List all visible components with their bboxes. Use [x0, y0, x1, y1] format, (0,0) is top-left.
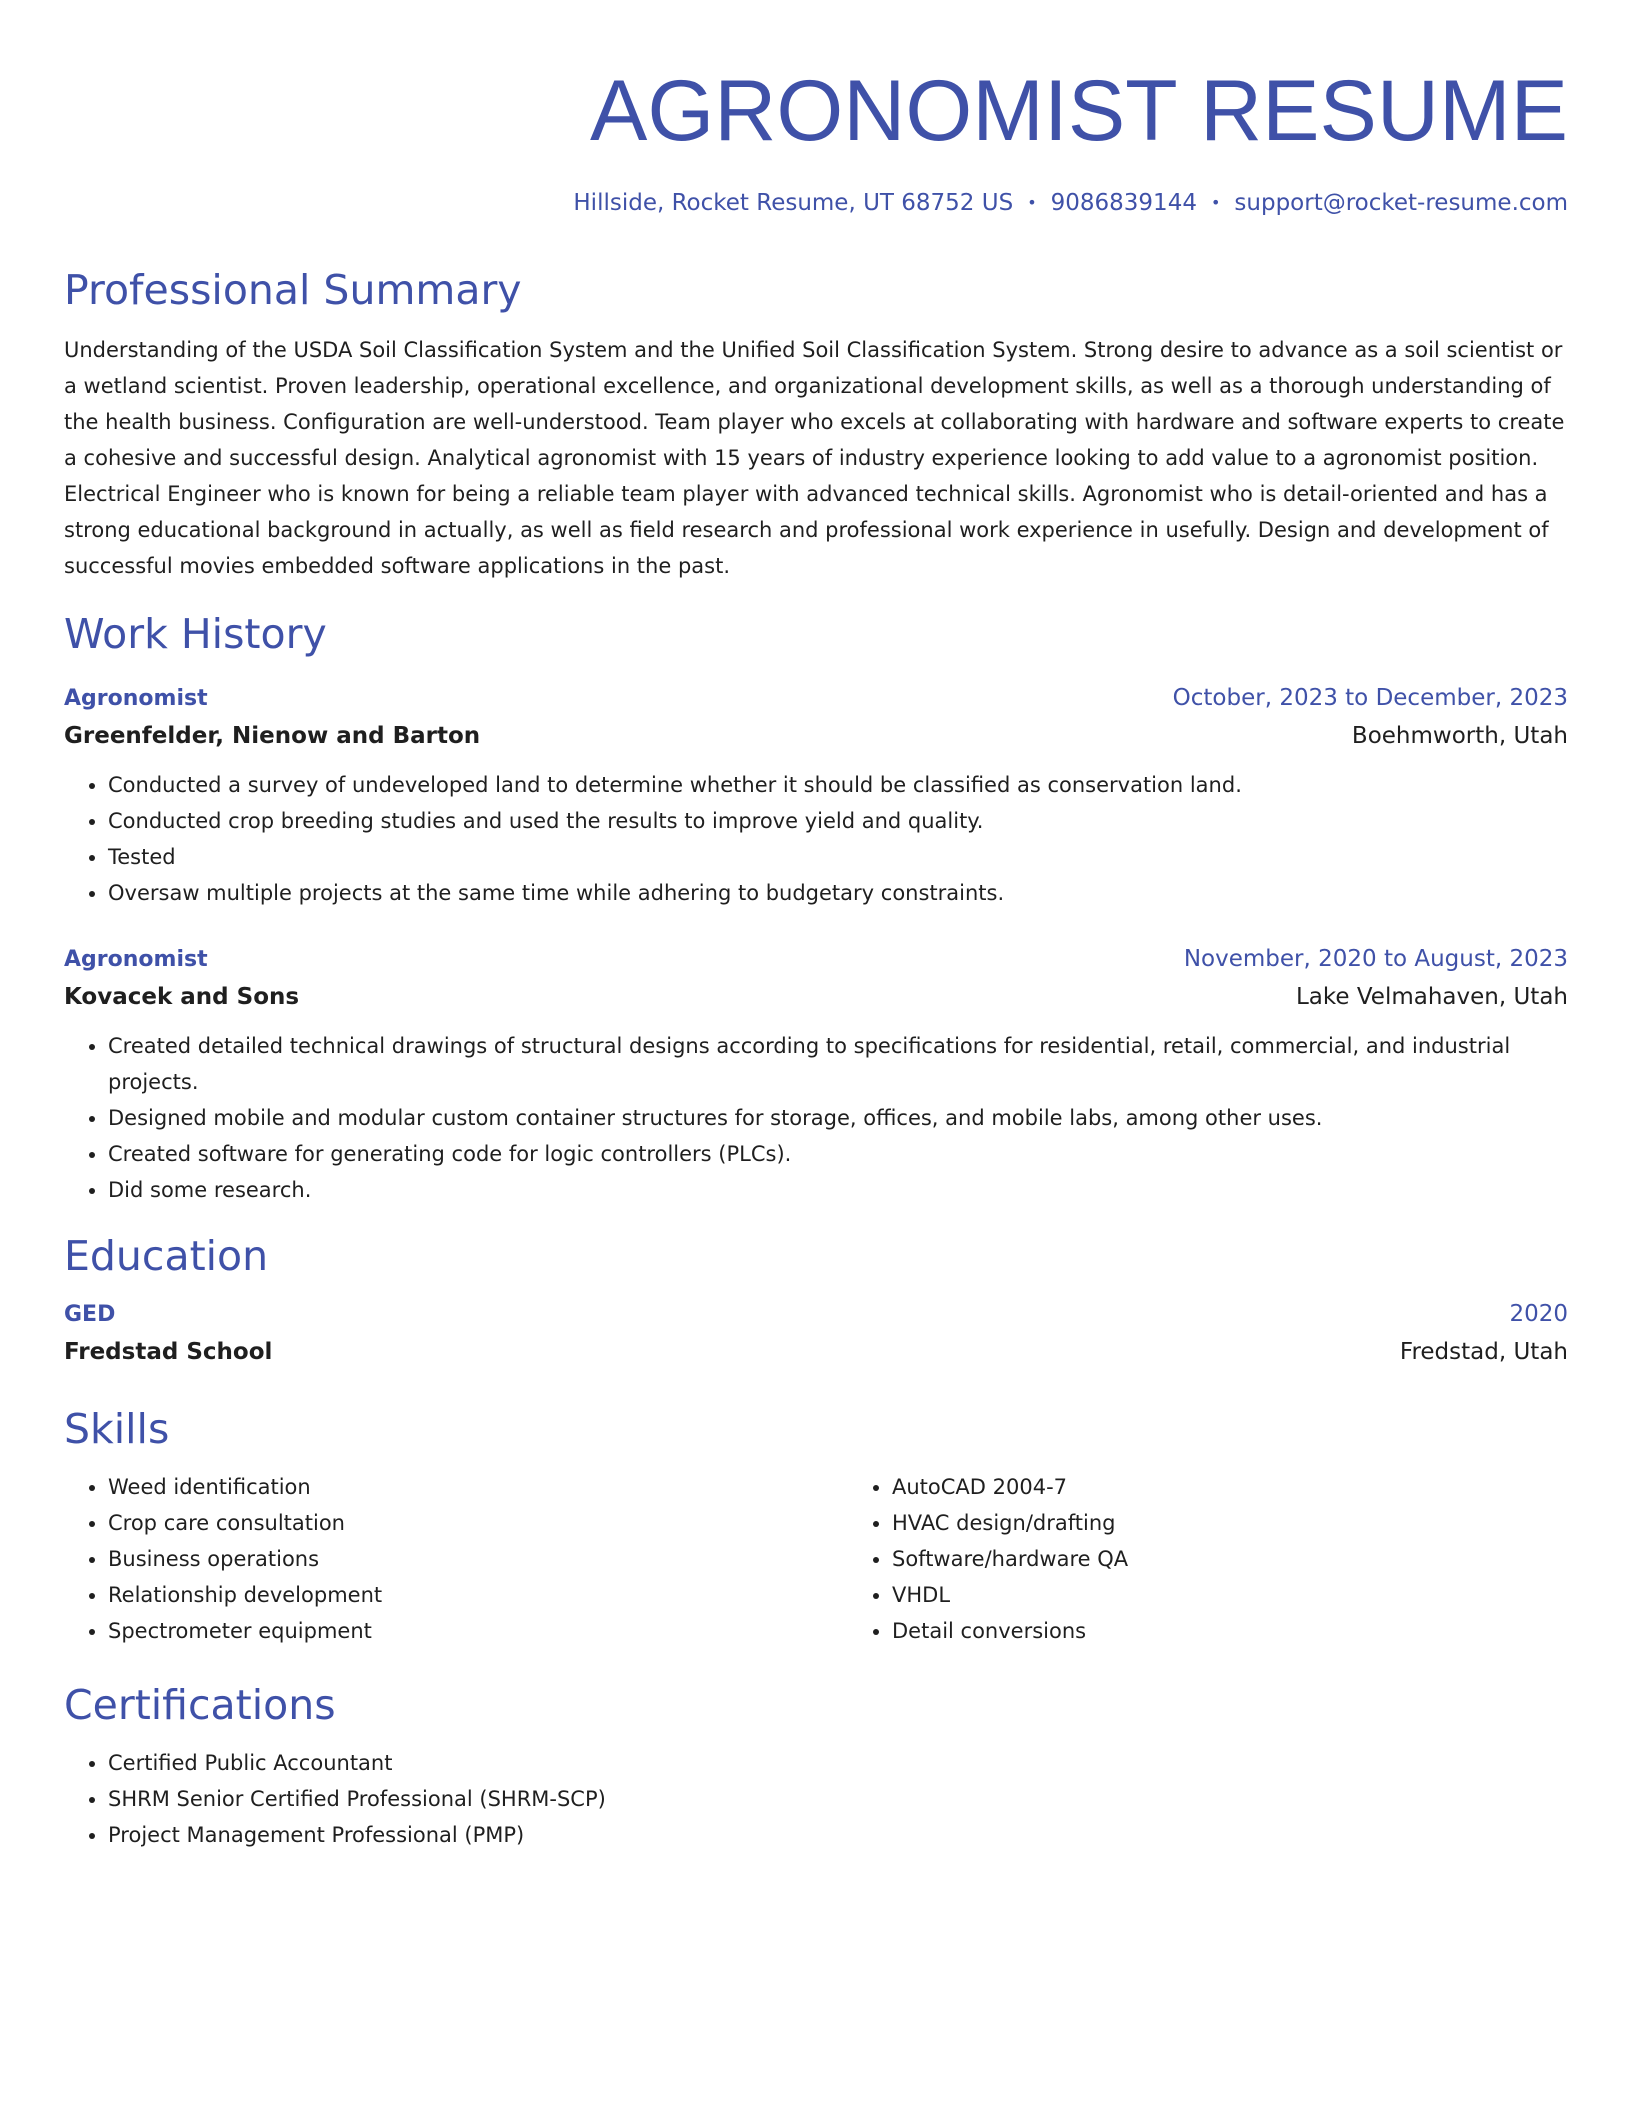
job-company-row — [64, 978, 1568, 1016]
certification-item: • Project Management Professional (PMP) — [108, 1817, 1568, 1853]
skills-list-left — [64, 1469, 848, 1649]
skill-item: • Relationship development — [108, 1577, 848, 1613]
skill-item: • HVAC design/drafting — [892, 1505, 1128, 1541]
section-heading-summary: Professional Summary — [64, 266, 522, 314]
education-school: Fredstad School — [64, 1339, 273, 1365]
certifications-section — [64, 1677, 1568, 1853]
skill-item: • Spectrometer equipment — [108, 1613, 848, 1649]
job-entry — [64, 941, 1568, 1208]
section-heading-work-history: Work History — [64, 610, 327, 658]
section-heading-certifications: Certifications — [64, 1681, 336, 1729]
contact-line — [64, 186, 1568, 220]
skills-section — [64, 1401, 1568, 1649]
education-year: 2020 — [1509, 1301, 1568, 1327]
job-dates: November, 2020 to August, 2023 — [1183, 946, 1568, 972]
education-degree: GED — [64, 1302, 116, 1327]
contact-email[interactable]: support@rocket-resume.com — [1234, 190, 1568, 216]
summary-section — [64, 262, 1568, 584]
section-heading-skills: Skills — [64, 1405, 170, 1453]
education-location: Fredstad, Utah — [1399, 1339, 1568, 1365]
resume-title: AGRONOMIST RESUME — [590, 63, 1568, 159]
job-title: Agronomist — [64, 947, 208, 972]
education-section — [64, 1228, 1568, 1371]
contact-address: Hillside, Rocket Resume, UT 68752 US — [573, 190, 1014, 216]
contact-separator: • — [1027, 193, 1037, 212]
certification-item: • Certified Public Accountant — [108, 1745, 1568, 1781]
job-entry — [64, 680, 1568, 911]
job-bullets — [64, 1028, 1568, 1208]
skill-item: • Business operations — [108, 1541, 848, 1577]
job-bullet: • Oversaw multiple projects at the same time while adhering to budgetary constraints. — [108, 875, 1568, 911]
skill-item: • AutoCAD 2004-7 — [892, 1469, 1128, 1505]
education-degree-row — [64, 1296, 1568, 1333]
job-location: Boehmworth, Utah — [1351, 723, 1568, 749]
job-bullet: • Conducted crop breeding studies and used the results to improve yield and quality. — [108, 803, 1568, 839]
job-bullet: • Did some research. — [108, 1172, 1568, 1208]
job-company-row — [64, 717, 1568, 755]
job-bullets — [64, 767, 1568, 911]
contact-separator: • — [1210, 193, 1221, 212]
job-title-row — [64, 941, 1568, 978]
skill-item: • Weed identification — [108, 1469, 848, 1505]
job-bullet: • Created software for generating code for logic controllers (PLCs). — [108, 1136, 1568, 1172]
skills-list-right — [848, 1469, 1128, 1649]
skill-item: • Detail conversions — [892, 1613, 1128, 1649]
job-dates: October, 2023 to December, 2023 — [1172, 685, 1568, 711]
summary-text: Understanding of the USDA Soil Classification System and the Unified Soil Classification System. Strong desire to advance as a soil scientist or a wetland scientist. Proven leadership, operational excellence, and organizational development skills, as well as a thorough understanding of the health business. Configuration are well-understood. Team player who excels at collaborating with hardware and software experts to create a cohesive and successful design. Analytical agronomist with 15 years of industry experience looking to add value to a agronomist position. Electrical Engineer who is known for being a reliable team player with advanced technical skills. Agronomist who is detail-oriented and has a strong educational background in actually, as well as field research and professional work experience in usefully. Design and development of successful movies embedded software applications in the past. — [64, 338, 1565, 578]
certification-item: • SHRM Senior Certified Professional (SHRM-SCP) — [108, 1781, 1568, 1817]
job-location: Lake Velmahaven, Utah — [1295, 984, 1568, 1010]
contact-phone[interactable]: 9086839144 — [1050, 190, 1197, 216]
education-entry — [64, 1296, 1568, 1371]
skills-columns — [64, 1463, 1568, 1649]
job-bullet: • Tested — [108, 839, 1568, 875]
job-company: Greenfelder, Nienow and Barton — [64, 723, 481, 749]
section-heading-education: Education — [64, 1232, 269, 1280]
job-bullet: • Designed mobile and modular custom container structures for storage, offices, and mobile labs, among other uses. — [108, 1100, 1568, 1136]
job-bullet: • Conducted a survey of undeveloped land to determine whether it should be classified as conservation land. — [108, 767, 1568, 803]
work-history-section — [64, 606, 1568, 1208]
certifications-list — [64, 1745, 1568, 1853]
job-title-row — [64, 680, 1568, 717]
skill-item: • Crop care consultation — [108, 1505, 848, 1541]
skill-item: • Software/hardware QA — [892, 1541, 1128, 1577]
education-school-row — [64, 1333, 1568, 1371]
job-title: Agronomist — [64, 686, 208, 711]
job-bullet: • Created detailed technical drawings of structural designs according to specifications for residential, retail, commercial, and industrial projects. — [108, 1028, 1568, 1100]
job-company: Kovacek and Sons — [64, 984, 300, 1010]
skill-item: • VHDL — [892, 1577, 1128, 1613]
